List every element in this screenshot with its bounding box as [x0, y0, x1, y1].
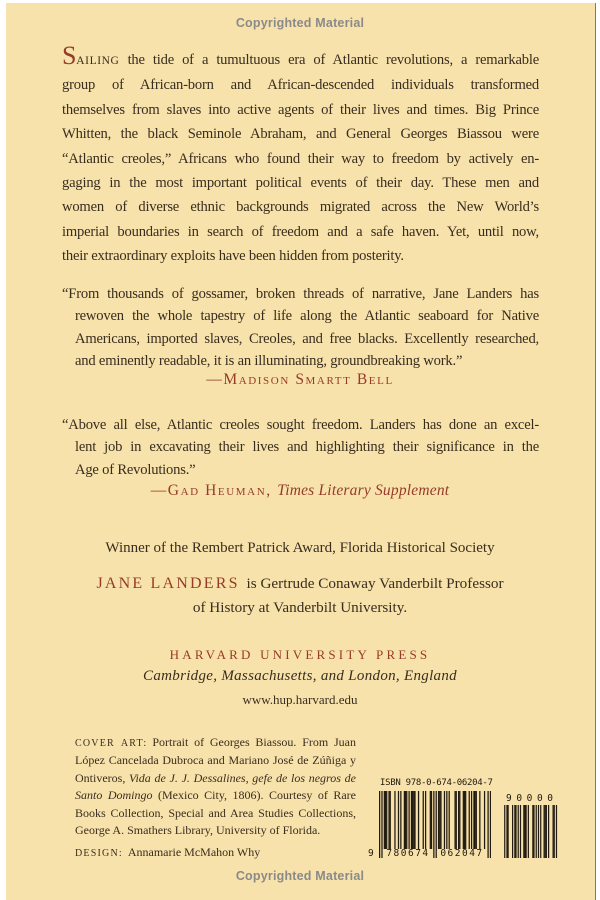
publisher-location: Cambridge, Massachusetts, and London, England: [143, 668, 457, 684]
back-cover-blurb: [62, 41, 539, 269]
publisher-website: www.hup.harvard.edu: [242, 692, 358, 707]
barcode-lead-digit: 9: [368, 848, 374, 859]
supplement-barcode: [503, 794, 559, 858]
author-bio-text: is Gertrude Conaway Vanderbilt Professor: [242, 575, 504, 592]
supplement-digits: 90000: [506, 793, 558, 804]
author-name: JANE LANDERS: [96, 575, 240, 592]
drop-cap: S: [62, 41, 77, 70]
review-attribution-2: [0, 482, 600, 500]
barcode-digits-right: 062047: [440, 848, 484, 859]
blurb-line: themselves from slaves into active agents of their lives and times. Big Prince: [62, 101, 539, 118]
author-bio-line-2: of History at Vanderbilt University.: [192, 599, 408, 616]
design-name: Annamarie McMahon Why: [127, 845, 261, 859]
copyright-banner-bottom: Copyrighted Material: [235, 869, 365, 883]
cover-art-credit: [75, 734, 356, 839]
quote-line: Age of Revolutions.”: [75, 461, 196, 478]
quote-line: “Above all else, Atlantic creoles sought freedom. Landers has done an excel-: [62, 417, 539, 433]
design-credit: [75, 845, 375, 860]
blurb-line: gaging in the most important political events of their day. These men and: [62, 175, 539, 192]
blurb-line: group of African-born and African-descended individuals transformed: [62, 77, 539, 94]
supplement-bars: [503, 805, 559, 858]
blurb-line: women of diverse ethnic backgrounds migrated across the New World’s: [62, 199, 539, 216]
copyright-banner-top: Copyrighted Material: [235, 16, 365, 30]
review-attribution-1: [0, 371, 600, 389]
author-bio-line-1: [0, 575, 600, 593]
barcode-digits-left: 780674: [386, 848, 430, 859]
quote-line: and eminently readable, it is an illuminating, groundbreaking work.”: [75, 353, 463, 370]
publisher-name: HARVARD UNIVERSITY PRESS: [169, 647, 431, 662]
ean13-barcode: [368, 791, 491, 859]
reviewer-name: —Gad Heuman,: [150, 482, 278, 499]
design-label: DESIGN:: [75, 848, 123, 859]
review-source: Times Literary Supplement: [277, 482, 450, 499]
award-line: Winner of the Rembert Patrick Award, Florida Historical Society: [105, 540, 495, 556]
blurb-line: their extraordinary exploits have been hidden from posterity.: [62, 248, 404, 265]
cover-art-text: (Mexico City, 1806). Courtesy of Rare Books Collection, Special and Area Studies Collections, George A. Smathers Library, University of Florida.: [75, 788, 356, 838]
review-quote-2: [62, 414, 539, 481]
quote-line: “From thousands of gossamer, broken threads of narrative, Jane Landers has: [62, 286, 539, 302]
lead-small-caps: AILING: [76, 55, 120, 67]
blurb-line: imperial boundaries in search of freedom and a safe haven. Yet, until now,: [62, 223, 539, 240]
isbn-number: ISBN 978-0-674-06204-7: [380, 778, 493, 788]
blurb-line: “Atlantic creoles,” Africans who found their way to freedom by actively en-: [62, 150, 539, 167]
cover-art-label: COVER ART:: [75, 738, 148, 749]
quote-line: lent job in excavating their lives and highlighting their significance in the: [75, 439, 539, 456]
cover-art-title-italic: Vida de J. J. Dessalines, gefe de los negros de Santo Domingo: [75, 770, 356, 803]
reviewer-name: —Madison Smartt Bell: [206, 371, 394, 388]
blurb-line: Whitten, the black Seminole Abraham, and General Georges Biassou were: [62, 126, 539, 143]
blurb-line: [62, 41, 539, 73]
blurb-line-text: the tide of a tumultuous era of Atlantic revolutions, a remarkable: [119, 52, 539, 68]
cover-art-text: Portrait of Georges Biassou. From Juan López Cancelada Dubroca and Mariano José de Zúñiga y Ontiveros,: [75, 735, 356, 785]
review-quote-1: [62, 283, 539, 373]
quote-line: Americans, imported slaves, Creoles, and free blacks. Excellently researched,: [75, 330, 539, 347]
quote-line: rewoven the whole tapestry of life along the Atlantic seaboard for Native: [75, 308, 539, 325]
